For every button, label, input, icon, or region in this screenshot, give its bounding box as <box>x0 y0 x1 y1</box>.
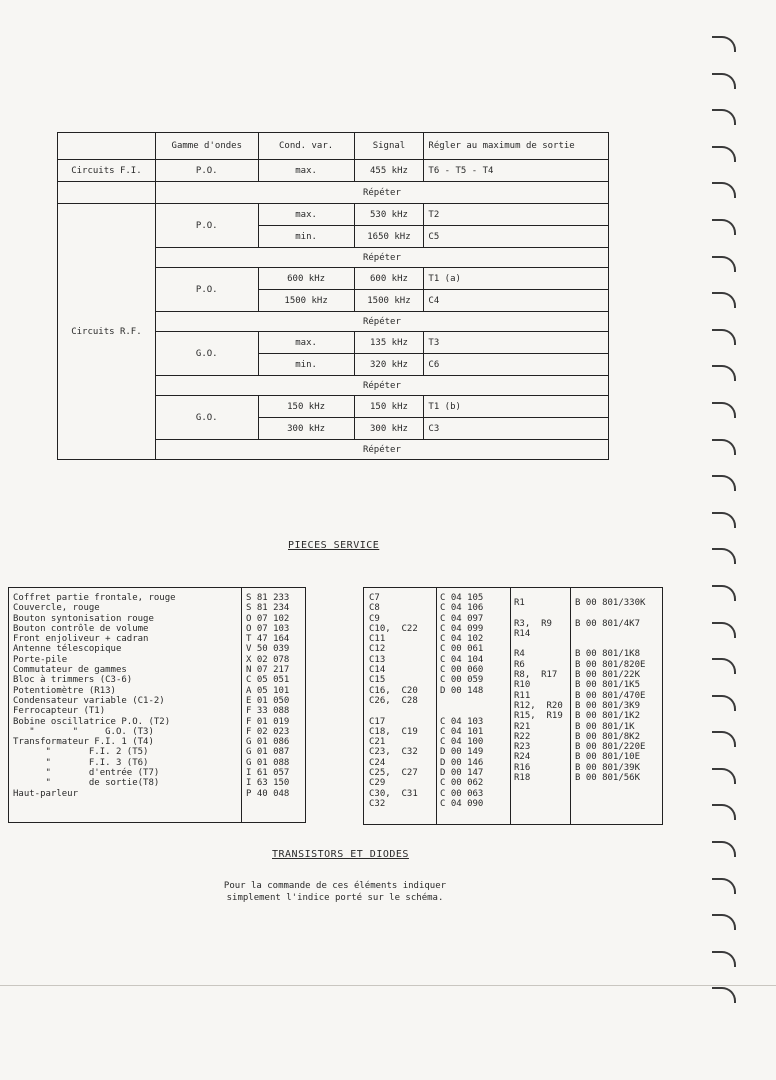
cond-cell: min. <box>258 226 354 248</box>
cond-cell: 150 kHz <box>258 396 354 418</box>
cond-cell: max. <box>258 160 354 182</box>
adjust-cell: C3 <box>424 418 609 440</box>
signal-cell: 600 kHz <box>354 268 424 290</box>
column-divider <box>510 588 511 824</box>
repeat-label: Répéter <box>155 376 608 396</box>
band-cell: G.O. <box>155 332 258 376</box>
binding-ring <box>712 292 736 308</box>
binding-ring <box>712 219 736 235</box>
binding-ring <box>712 987 736 1003</box>
cond-cell: min. <box>258 354 354 376</box>
header-cond: Cond. var. <box>258 133 354 160</box>
binding-ring <box>712 256 736 272</box>
signal-cell: 1500 kHz <box>354 290 424 312</box>
parts-names: Coffret partie frontale, rouge Couvercle, rouge Bouton syntonisation rouge Bouton contrôle de volume Front enjoliveur + cadran Antenne télescopique Porte-pile Commutateur de gammes Bloc à trimmers (C3-6) Potentiomètre (R13) Condensateur variable (C1-2) Ferrocapteur (T1) Bobine oscillatrice P.O. (T2) " " G.O. (T3) Transformateur F.I. 1 (T4) " F.I. 2 (T5) " F.I. 3 (T6) " d'entrée (T7) " de sortie(T8) Haut-parleur <box>13 593 176 799</box>
band-cell: P.O. <box>155 268 258 312</box>
column-divider <box>570 588 571 824</box>
adjust-cell: C5 <box>424 226 609 248</box>
parts-list-box <box>8 587 306 823</box>
transistors-note: Pour la commande de ces éléments indiquer simplement l'indice porté sur le schéma. <box>223 881 447 903</box>
binding-ring <box>712 841 736 857</box>
cond-cell: max. <box>258 332 354 354</box>
header-signal: Signal <box>354 133 424 160</box>
binding-ring <box>712 329 736 345</box>
table-header-row <box>58 133 609 160</box>
capacitor-refs: C7 C8 C9 C10, C22 C11 C12 C13 C14 C15 C16, C20 C26, C28 C17 C18, C19 C21 C23, C32 C24 C25, C27 C29 C30, C31 C32 <box>369 593 418 809</box>
cond-cell: 1500 kHz <box>258 290 354 312</box>
transistors-title: TRANSISTORS ET DIODES <box>272 849 409 860</box>
corner-cell <box>58 133 156 160</box>
signal-cell: 320 kHz <box>354 354 424 376</box>
table-row <box>58 204 609 226</box>
binding-ring <box>712 475 736 491</box>
pieces-service-title: PIECES SERVICE <box>288 540 380 551</box>
table-row <box>58 160 609 182</box>
binding-ring <box>712 36 736 52</box>
binding-ring <box>712 585 736 601</box>
alignment-table <box>57 132 609 460</box>
adjust-cell: T1 (a) <box>424 268 609 290</box>
adjust-cell: T1 (b) <box>424 396 609 418</box>
adjust-cell: T3 <box>424 332 609 354</box>
repeat-label: Répéter <box>155 248 608 268</box>
adjust-cell: C4 <box>424 290 609 312</box>
binding-ring <box>712 695 736 711</box>
signal-cell: 530 kHz <box>354 204 424 226</box>
adjust-cell: C6 <box>424 354 609 376</box>
signal-cell: 300 kHz <box>354 418 424 440</box>
header-band: Gamme d'ondes <box>155 133 258 160</box>
header-adjust: Régler au maximum de sortie <box>424 133 609 160</box>
binding-ring <box>712 951 736 967</box>
binding-ring <box>712 622 736 638</box>
binding-ring <box>712 878 736 894</box>
binding-ring <box>712 804 736 820</box>
binding-ring <box>712 402 736 418</box>
signal-cell: 1650 kHz <box>354 226 424 248</box>
rf-label: Circuits R.F. <box>58 204 156 460</box>
binding-ring <box>712 658 736 674</box>
binding-ring <box>712 109 736 125</box>
parts-codes: S 81 233 S 81 234 O 07 102 O 07 103 T 47 164 V 50 039 X 02 078 N 07 217 C 05 051 A 05 101 E 01 050 F 33 088 F 01 019 F 02 023 G 01 086 G 01 087 G 01 088 I 61 057 I 63 150 P 40 048 <box>246 593 290 799</box>
adjust-cell: T2 <box>424 204 609 226</box>
binding-ring <box>712 182 736 198</box>
cond-cell: max. <box>258 204 354 226</box>
fi-label: Circuits F.I. <box>58 160 156 182</box>
components-list-box <box>363 587 663 825</box>
binding-ring <box>712 73 736 89</box>
column-divider <box>241 588 242 822</box>
repeat-label: Répéter <box>155 312 608 332</box>
fold-line <box>0 985 776 986</box>
repeat-label: Répéter <box>155 440 608 460</box>
binding-ring <box>712 548 736 564</box>
binding-ring <box>712 768 736 784</box>
band-cell: P.O. <box>155 160 258 182</box>
binding-ring <box>712 914 736 930</box>
resistor-codes: B 00 801/330K B 00 801/4K7 B 00 801/1K8 B 00 801/820E B 00 801/22K B 00 801/1K5 B 00 801/470E B 00 801/3K9 B 00 801/1K2 B 00 801/1K B 00 801/8K2 B 00 801/220E B 00 801/10E B 00 801/39K B 00 801/56K <box>575 598 646 784</box>
spiral-binding <box>712 36 752 1024</box>
binding-ring <box>712 146 736 162</box>
binding-ring <box>712 512 736 528</box>
repeat-row <box>58 182 609 204</box>
repeat-label: Répéter <box>155 182 608 204</box>
signal-cell: 150 kHz <box>354 396 424 418</box>
band-cell: P.O. <box>155 204 258 248</box>
cond-cell: 300 kHz <box>258 418 354 440</box>
binding-ring <box>712 365 736 381</box>
signal-cell: 455 kHz <box>354 160 424 182</box>
signal-cell: 135 kHz <box>354 332 424 354</box>
binding-ring <box>712 439 736 455</box>
binding-ring <box>712 731 736 747</box>
bleed-through-shadow <box>520 30 538 98</box>
capacitor-codes: C 04 105 C 04 106 C 04 097 C 04 099 C 04 102 C 00 061 C 04 104 C 00 060 C 00 059 D 00 148 C 04 103 C 04 101 C 04 100 D 00 149 D 00 146 D 00 147 C 00 062 C 00 063 C 04 090 <box>440 593 484 809</box>
adjust-cell: T6 - T5 - T4 <box>424 160 609 182</box>
column-divider <box>436 588 437 824</box>
cond-cell: 600 kHz <box>258 268 354 290</box>
band-cell: G.O. <box>155 396 258 440</box>
resistor-refs: R1 R3, R9 R14 R4 R6 R8, R17 R10 R11 R12, R20 R15, R19 R21 R22 R23 R24 R16 R18 <box>514 598 563 784</box>
